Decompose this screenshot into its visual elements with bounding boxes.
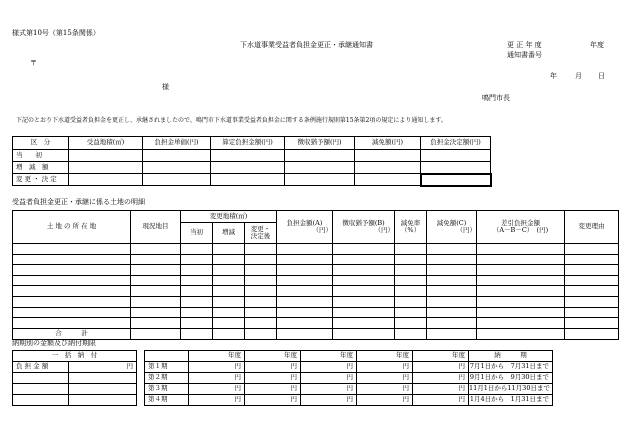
land-cell[interactable] bbox=[565, 254, 619, 265]
land-row bbox=[13, 296, 619, 307]
summary-header-decided: 負担金決定額(円) bbox=[421, 137, 491, 150]
land-total-cell[interactable] bbox=[477, 328, 565, 339]
fiscal-year-unit: 年度 bbox=[590, 41, 604, 49]
land-header-rate-line1: 減免率 bbox=[400, 218, 421, 227]
summary-cell[interactable] bbox=[211, 150, 285, 162]
payments-year-3: 年度 bbox=[301, 351, 357, 362]
period-amount[interactable]: 円 bbox=[245, 373, 301, 384]
payments-year-5: 年度 bbox=[413, 351, 469, 362]
land-header-amount bbox=[277, 211, 333, 244]
land-header-row-1 bbox=[13, 211, 619, 223]
period-amount[interactable]: 円 bbox=[413, 362, 469, 373]
land-cell[interactable] bbox=[131, 296, 181, 307]
postal-mark: 〒 bbox=[30, 59, 37, 67]
land-cell[interactable] bbox=[565, 318, 619, 329]
payments-period-header: 納 期 bbox=[469, 351, 553, 362]
payments-blank[interactable] bbox=[13, 373, 69, 384]
land-row bbox=[13, 307, 619, 318]
land-header-amount-line2: （円） bbox=[312, 226, 332, 234]
land-cell[interactable] bbox=[245, 318, 277, 329]
summary-header-deferral: 徴収猶予額(円) bbox=[285, 137, 355, 150]
land-cell[interactable] bbox=[477, 275, 565, 286]
payments-blank[interactable] bbox=[69, 384, 137, 395]
payments-blank[interactable] bbox=[13, 395, 69, 406]
land-header-amount-line1: 負担金額(A) bbox=[286, 218, 323, 227]
summary-cell[interactable] bbox=[355, 162, 421, 174]
payments-section-title: 納期別の金額及び納付期限 bbox=[12, 339, 96, 347]
land-cell[interactable] bbox=[13, 318, 131, 329]
land-cell[interactable] bbox=[477, 244, 565, 255]
land-header-deferral-line2: （円） bbox=[374, 226, 394, 234]
land-cell[interactable] bbox=[477, 307, 565, 318]
summary-header-category: 区 分 bbox=[13, 137, 69, 150]
land-total-cell[interactable] bbox=[333, 328, 395, 339]
period-label: 第１期 bbox=[145, 362, 189, 373]
land-cell[interactable] bbox=[181, 254, 213, 265]
land-total-label: 合 計 bbox=[13, 328, 131, 339]
summary-cell[interactable] bbox=[211, 162, 285, 174]
land-cell[interactable] bbox=[427, 296, 477, 307]
land-header-exemption bbox=[427, 211, 477, 244]
summary-table bbox=[12, 136, 491, 186]
land-cell[interactable] bbox=[277, 265, 333, 276]
period-amount[interactable]: 円 bbox=[357, 395, 413, 406]
summary-header-area: 受益地積(㎡) bbox=[69, 137, 143, 150]
land-cell[interactable] bbox=[181, 244, 213, 255]
land-cell[interactable] bbox=[333, 244, 395, 255]
land-header-exemption-line1: 減免額(C) bbox=[436, 218, 467, 227]
summary-row-label: 増 減 額 bbox=[13, 162, 69, 174]
land-header-changed-line2: 決定後 bbox=[250, 232, 271, 240]
payments-gap bbox=[137, 384, 145, 395]
period-deadline: 7月1日から 7月31日まで bbox=[469, 362, 553, 373]
land-cell[interactable] bbox=[477, 265, 565, 276]
land-total-cell[interactable] bbox=[395, 328, 427, 339]
land-row bbox=[13, 318, 619, 329]
period-amount[interactable]: 円 bbox=[245, 362, 301, 373]
land-cell[interactable] bbox=[565, 275, 619, 286]
payments-gap bbox=[137, 373, 145, 384]
land-section-title: 受益者負担金更正・承継に係る土地の明細 bbox=[12, 198, 145, 206]
land-header-rate-line2: （%） bbox=[400, 226, 421, 234]
land-cell[interactable] bbox=[213, 265, 245, 276]
land-cell[interactable] bbox=[13, 296, 131, 307]
land-total-row bbox=[13, 328, 619, 339]
period-label: 第３期 bbox=[145, 384, 189, 395]
payment-row-3 bbox=[13, 384, 553, 395]
date-year: 年 bbox=[550, 72, 557, 80]
land-total-cell[interactable] bbox=[565, 328, 619, 339]
summary-cell[interactable] bbox=[421, 150, 491, 162]
summary-decided-cell[interactable] bbox=[421, 174, 491, 186]
land-cell[interactable] bbox=[395, 286, 427, 297]
land-header-current-use: 現況地目 bbox=[131, 211, 181, 244]
payments-amount-label: 負 担 金 額 bbox=[13, 362, 69, 373]
land-cell[interactable] bbox=[213, 307, 245, 318]
period-amount[interactable]: 円 bbox=[189, 373, 245, 384]
land-cell[interactable] bbox=[13, 307, 131, 318]
land-cell[interactable] bbox=[333, 318, 395, 329]
land-header-net bbox=[477, 211, 565, 244]
summary-cell[interactable] bbox=[421, 162, 491, 174]
period-amount[interactable]: 円 bbox=[301, 395, 357, 406]
payments-gap bbox=[137, 395, 145, 406]
land-row bbox=[13, 244, 619, 255]
land-cell[interactable] bbox=[13, 286, 131, 297]
summary-cell[interactable] bbox=[143, 162, 211, 174]
land-total-cell[interactable] bbox=[245, 328, 277, 339]
land-cell[interactable] bbox=[427, 307, 477, 318]
period-amount[interactable]: 円 bbox=[413, 373, 469, 384]
summary-row-label: 当 初 bbox=[13, 150, 69, 162]
land-cell[interactable] bbox=[213, 318, 245, 329]
land-cell[interactable] bbox=[477, 286, 565, 297]
land-cell[interactable] bbox=[181, 296, 213, 307]
payment-row-2 bbox=[13, 373, 553, 384]
period-deadline: 11月1日から11月30日まで bbox=[469, 384, 553, 395]
issuer-name: 鳴門市長 bbox=[482, 94, 510, 102]
period-deadline: 1月4日から 1月31日まで bbox=[469, 395, 553, 406]
land-cell[interactable] bbox=[213, 286, 245, 297]
land-cell[interactable] bbox=[427, 254, 477, 265]
land-cell[interactable] bbox=[277, 244, 333, 255]
period-amount[interactable]: 円 bbox=[357, 362, 413, 373]
summary-row-initial bbox=[13, 150, 491, 162]
land-cell[interactable] bbox=[565, 296, 619, 307]
land-cell[interactable] bbox=[477, 296, 565, 307]
land-cell[interactable] bbox=[333, 265, 395, 276]
land-row bbox=[13, 286, 619, 297]
date-month: 月 bbox=[575, 72, 582, 80]
summary-row-final bbox=[13, 174, 491, 186]
land-row bbox=[13, 254, 619, 265]
land-cell[interactable] bbox=[333, 254, 395, 265]
payments-lump-header: 一 括 納 付 bbox=[13, 351, 137, 362]
summary-cell[interactable] bbox=[285, 162, 355, 174]
period-amount[interactable]: 円 bbox=[189, 384, 245, 395]
land-cell[interactable] bbox=[427, 286, 477, 297]
land-header-changed bbox=[245, 223, 277, 244]
land-cell[interactable] bbox=[245, 244, 277, 255]
land-cell[interactable] bbox=[181, 318, 213, 329]
summary-cell[interactable] bbox=[69, 150, 143, 162]
period-amount[interactable]: 円 bbox=[301, 384, 357, 395]
payments-header-row bbox=[13, 351, 553, 362]
land-cell[interactable] bbox=[477, 254, 565, 265]
land-header-initial: 当初 bbox=[181, 223, 213, 244]
land-cell[interactable] bbox=[477, 318, 565, 329]
land-cell[interactable] bbox=[427, 275, 477, 286]
land-cell[interactable] bbox=[131, 318, 181, 329]
land-cell[interactable] bbox=[13, 254, 131, 265]
land-cell[interactable] bbox=[245, 296, 277, 307]
payments-blank[interactable] bbox=[69, 395, 137, 406]
land-cell[interactable] bbox=[245, 265, 277, 276]
land-header-reason: 変更理由 bbox=[565, 211, 619, 244]
fiscal-year-label: 更 正 年 度 bbox=[507, 41, 542, 49]
period-amount[interactable]: 円 bbox=[245, 384, 301, 395]
form-title: 下水道事業受益者負担金更正・承継通知書 bbox=[240, 41, 373, 49]
period-amount[interactable]: 円 bbox=[357, 373, 413, 384]
land-total-cell[interactable] bbox=[427, 328, 477, 339]
land-cell[interactable] bbox=[277, 318, 333, 329]
payments-year-2: 年度 bbox=[245, 351, 301, 362]
period-amount[interactable]: 円 bbox=[301, 373, 357, 384]
land-cell[interactable] bbox=[131, 244, 181, 255]
land-cell[interactable] bbox=[13, 275, 131, 286]
land-cell[interactable] bbox=[565, 265, 619, 276]
payments-gap bbox=[137, 362, 145, 373]
payments-year-1: 年度 bbox=[189, 351, 245, 362]
summary-cell[interactable] bbox=[355, 174, 421, 186]
land-header-changed-line1: 変更・ bbox=[250, 224, 271, 233]
land-cell[interactable] bbox=[213, 275, 245, 286]
land-cell[interactable] bbox=[131, 286, 181, 297]
land-cell[interactable] bbox=[427, 318, 477, 329]
land-cell[interactable] bbox=[427, 265, 477, 276]
land-header-delta: 増減 bbox=[213, 223, 245, 244]
land-cell[interactable] bbox=[565, 286, 619, 297]
land-cell[interactable] bbox=[395, 254, 427, 265]
summary-row-delta bbox=[13, 162, 491, 174]
summary-cell[interactable] bbox=[285, 174, 355, 186]
period-amount[interactable]: 円 bbox=[413, 384, 469, 395]
land-cell[interactable] bbox=[245, 275, 277, 286]
land-total-cell[interactable] bbox=[131, 328, 181, 339]
summary-cell[interactable] bbox=[143, 174, 211, 186]
land-cell[interactable] bbox=[333, 286, 395, 297]
land-cell[interactable] bbox=[395, 244, 427, 255]
land-cell[interactable] bbox=[213, 254, 245, 265]
land-cell[interactable] bbox=[395, 275, 427, 286]
intro-text: 下記のとおり下水道受益者負担金を更正し、承継されましたので、鳴門市下水道事業受益者負担金に関する条例施行規則第15条第2項の規定により通知します。 bbox=[16, 117, 447, 124]
land-header-deferral-line1: 徴収猶予額(B) bbox=[342, 218, 385, 227]
land-cell[interactable] bbox=[277, 296, 333, 307]
land-cell[interactable] bbox=[245, 307, 277, 318]
land-cell[interactable] bbox=[427, 244, 477, 255]
land-cell[interactable] bbox=[181, 265, 213, 276]
land-cell[interactable] bbox=[333, 296, 395, 307]
form-number: 様式第10号（第15条関係） bbox=[12, 29, 100, 37]
payments-year-4: 年度 bbox=[357, 351, 413, 362]
land-row bbox=[13, 265, 619, 276]
summary-row-label: 変 更 ・ 決 定 bbox=[13, 174, 69, 186]
summary-cell[interactable] bbox=[285, 150, 355, 162]
payments-gap bbox=[137, 351, 145, 362]
summary-cell[interactable] bbox=[355, 150, 421, 162]
land-cell[interactable] bbox=[277, 286, 333, 297]
period-amount[interactable]: 円 bbox=[189, 362, 245, 373]
payments-period-label-head bbox=[145, 351, 189, 362]
period-amount[interactable]: 円 bbox=[301, 362, 357, 373]
land-header-exemption-line2: （円） bbox=[456, 226, 476, 234]
land-cell[interactable] bbox=[245, 286, 277, 297]
summary-header-calculated: 算定負担金額(円) bbox=[211, 137, 285, 150]
land-cell[interactable] bbox=[13, 244, 131, 255]
land-cell[interactable] bbox=[277, 307, 333, 318]
land-cell[interactable] bbox=[181, 307, 213, 318]
land-header-deferral bbox=[333, 211, 395, 244]
land-cell[interactable] bbox=[131, 265, 181, 276]
payments-blank[interactable] bbox=[13, 384, 69, 395]
land-cell[interactable] bbox=[213, 296, 245, 307]
land-cell[interactable] bbox=[565, 307, 619, 318]
summary-cell[interactable] bbox=[143, 150, 211, 162]
land-cell[interactable] bbox=[131, 254, 181, 265]
date-day: 日 bbox=[598, 72, 605, 80]
land-header-net-line1: 差引負担金額 bbox=[501, 218, 540, 227]
land-cell[interactable] bbox=[395, 265, 427, 276]
land-cell[interactable] bbox=[131, 275, 181, 286]
summary-header-exemption: 減免額(円) bbox=[355, 137, 421, 150]
payment-row-1 bbox=[13, 362, 553, 373]
notice-number-label: 通知書番号 bbox=[507, 51, 542, 59]
period-deadline: 9月1日から 9月30日まで bbox=[469, 373, 553, 384]
land-cell[interactable] bbox=[277, 254, 333, 265]
period-amount[interactable]: 円 bbox=[413, 395, 469, 406]
land-cell[interactable] bbox=[213, 244, 245, 255]
period-amount[interactable]: 円 bbox=[189, 395, 245, 406]
land-table bbox=[12, 210, 619, 340]
land-cell[interactable] bbox=[131, 307, 181, 318]
period-label: 第２期 bbox=[145, 373, 189, 384]
land-cell[interactable] bbox=[277, 275, 333, 286]
land-total-cell[interactable] bbox=[181, 328, 213, 339]
land-cell[interactable] bbox=[333, 307, 395, 318]
payments-lump-amount[interactable]: 円 bbox=[69, 362, 137, 373]
land-cell[interactable] bbox=[395, 318, 427, 329]
payments-blank[interactable] bbox=[69, 373, 137, 384]
summary-header-unit-price: 負担金単価(円) bbox=[143, 137, 211, 150]
land-cell[interactable] bbox=[245, 254, 277, 265]
payment-row-4 bbox=[13, 395, 553, 406]
land-header-net-line2: （A－B－C） (円) bbox=[492, 226, 549, 234]
land-total-cell[interactable] bbox=[213, 328, 245, 339]
period-amount[interactable]: 円 bbox=[245, 395, 301, 406]
land-total-cell[interactable] bbox=[277, 328, 333, 339]
summary-cell[interactable] bbox=[211, 174, 285, 186]
summary-header-row bbox=[13, 137, 491, 150]
land-cell[interactable] bbox=[13, 265, 131, 276]
land-cell[interactable] bbox=[333, 275, 395, 286]
land-row bbox=[13, 275, 619, 286]
summary-cell[interactable] bbox=[69, 162, 143, 174]
payments-table bbox=[12, 350, 553, 406]
period-amount[interactable]: 円 bbox=[357, 384, 413, 395]
land-cell[interactable] bbox=[181, 286, 213, 297]
recipient-honorific: 様 bbox=[162, 83, 169, 91]
land-cell[interactable] bbox=[395, 296, 427, 307]
land-header-location: 土 地 の 所 在 地 bbox=[13, 211, 131, 244]
land-cell[interactable] bbox=[395, 307, 427, 318]
summary-cell[interactable] bbox=[69, 174, 143, 186]
period-label: 第４期 bbox=[145, 395, 189, 406]
land-cell[interactable] bbox=[181, 275, 213, 286]
land-cell[interactable] bbox=[565, 244, 619, 255]
land-header-area-change: 変更地積(㎡) bbox=[181, 211, 277, 223]
land-header-rate bbox=[395, 211, 427, 244]
